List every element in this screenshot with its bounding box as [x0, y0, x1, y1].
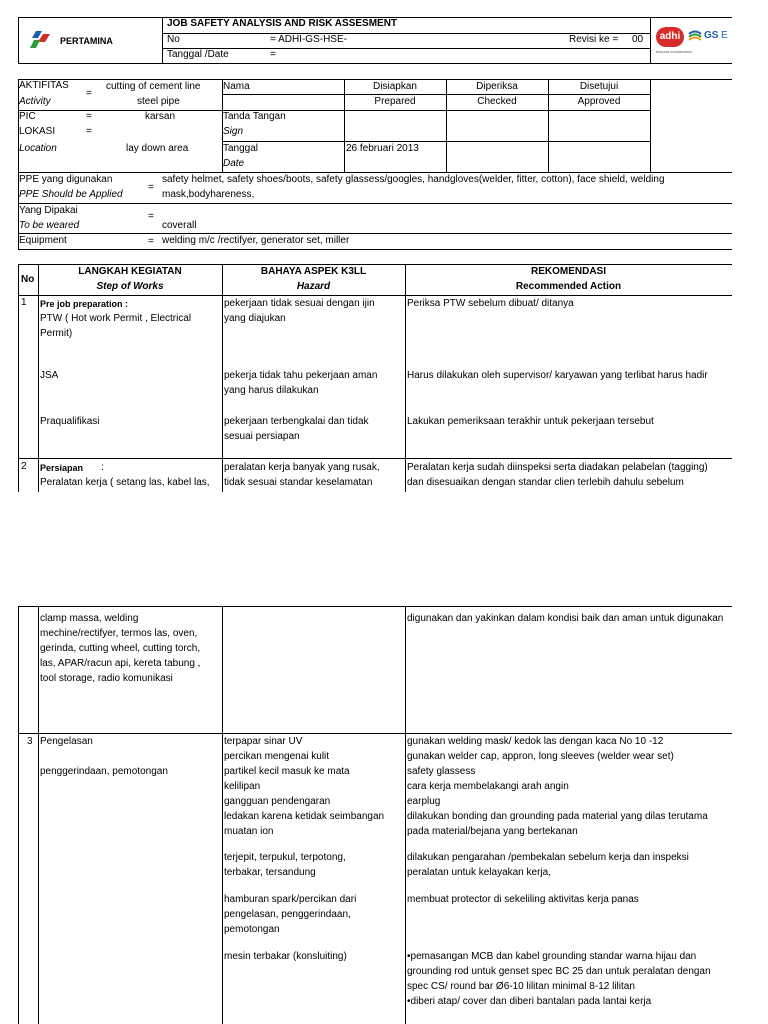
- recommendation-text: membuat protector di sekeliling aktivitas kerja panas: [407, 894, 639, 905]
- step-text: tool storage, radio komunikasi: [40, 673, 173, 684]
- row-number: 1: [21, 297, 27, 308]
- step-text: Permit): [40, 328, 73, 339]
- equipment-eq: =: [148, 236, 154, 247]
- ppe-label-en: PPE Should be Applied: [19, 189, 123, 200]
- hazard-text: mesin terbakar (konsluiting): [224, 951, 347, 962]
- date-row-label: Date: [223, 158, 245, 169]
- recommendation-text: dilakukan pengarahan /pembekalan sebelum kerja dan inspeksi: [407, 852, 689, 863]
- gs-logo-icon: [688, 30, 702, 42]
- hazard-text: tidak sesuai standar keselamatan: [224, 477, 373, 488]
- recommendation-text: Harus dilakukan oleh supervisor/ karyawan yang terlibat harus hadir: [407, 370, 708, 381]
- aktifitas-value-2: steel pipe: [137, 96, 180, 107]
- aktifitas-label: AKTIFITAS: [19, 80, 69, 91]
- sign-label: Sign: [223, 126, 244, 137]
- recommendation-text: safety glassess: [407, 766, 476, 777]
- hazard-text: sesuai persiapan: [224, 431, 300, 442]
- step-text: las, APAR/racun api, kereta tabung ,: [40, 658, 201, 669]
- recommendation-text: Periksa PTW sebelum dibuat/ ditanya: [407, 298, 574, 309]
- recommendation-text: cara kerja membelakangi arah angin: [407, 781, 569, 792]
- adhi-logo-text: adhi: [659, 31, 681, 42]
- dipakai-label-en: To be weared: [19, 220, 80, 231]
- ppe-label: PPE yang digunakan: [19, 174, 113, 185]
- dipakai-label: Yang Dipakai: [19, 205, 78, 216]
- hazard-text: yang diajukan: [224, 313, 286, 324]
- no-value: = ADHI-GS-HSE-: [270, 34, 347, 45]
- step-colon: :: [101, 462, 104, 473]
- recommendation-text: earplug: [407, 796, 441, 807]
- diperiksa-label: Diperiksa: [476, 81, 518, 92]
- hazard-text: terbakar, tersandung: [224, 867, 316, 878]
- hazard-text: yang harus dilakukan: [224, 385, 319, 396]
- hazard-text: gangguan pendengaran: [224, 796, 331, 807]
- hazard-text: partikel kecil masuk ke mata: [224, 766, 350, 777]
- lokasi-value: lay down area: [126, 143, 189, 154]
- no-label: No: [167, 34, 180, 45]
- col-rec-header: REKOMENDASI: [530, 266, 606, 277]
- nama-label: Nama: [223, 81, 250, 92]
- lokasi-eq: =: [86, 126, 92, 137]
- equipment-label: Equipment: [19, 235, 67, 246]
- disetujui-label: Disetujui: [579, 81, 619, 92]
- recommendation-text: gunakan welder cap, appron, long sleeves (welder wear set): [407, 751, 674, 762]
- recommendation-text: •pemasangan MCB dan kabel grounding standar warna hijau dan: [407, 951, 697, 962]
- col-hazard-header: BAHAYA ASPEK K3LL: [260, 266, 367, 277]
- approved-label: Approved: [577, 96, 621, 107]
- hazard-text: hamburan spark/percikan dari: [224, 894, 357, 905]
- recommendation-text: grounding rod untuk genset spec BC 25 dan untuk peralatan dengan: [407, 966, 711, 977]
- col-step-header-en: Step of Works: [96, 281, 164, 292]
- row-number: 3: [27, 736, 33, 747]
- col-no-header: No: [21, 274, 35, 285]
- col-step-header: LANGKAH KEGIATAN: [78, 266, 182, 277]
- recommendation-text: Peralatan kerja sudah diinspeksi serta diadakan pelabelan (tagging): [407, 462, 708, 473]
- gs-logo-suffix: E: [721, 30, 728, 41]
- recommendation-text: digunakan dan yakinkan dalam kondisi baik dan aman untuk digunakan: [407, 613, 724, 624]
- recommendation-text: peralatan untuk kelayakan kerja,: [407, 867, 551, 878]
- hazard-text: kelilipan: [224, 781, 261, 792]
- step-text: PTW ( Hot work Permit , Electrical: [40, 313, 192, 324]
- adhi-tagline: beyond construction: [656, 49, 692, 54]
- step-text: Pengelasan: [40, 736, 93, 747]
- ppe-value-1: safety helmet, safety shoes/boots, safety glassess/googles, handgloves(welder, fitter, cotton), face shield, welding: [162, 174, 665, 185]
- step-title: Persiapan: [40, 463, 84, 473]
- aktifitas-eq: =: [86, 88, 92, 99]
- pic-label: PIC: [19, 111, 36, 122]
- step-text: mechine/rectifyer, termos las, oven,: [40, 628, 198, 639]
- recommendation-text: gunakan welding mask/ kedok las dengan kaca No 10 -12: [407, 736, 664, 747]
- hazard-text: pemotongan: [224, 924, 280, 935]
- recommendation-text: dilakukan bonding dan grounding pada material yang dilas terutama: [407, 811, 708, 822]
- hazard-text: ledakan karena ketidak seimbangan: [224, 811, 385, 822]
- recommendation-text: •diberi atap/ cover dan diberi bantalan pada lantai kerja: [407, 996, 652, 1007]
- step-text: Peralatan kerja ( setang las, kabel las,: [40, 477, 210, 488]
- step-title: Pre job preparation :: [40, 299, 129, 309]
- hazard-text: pengelasan, penggerindaan,: [224, 909, 351, 920]
- recommendation-text: Lakukan pemeriksaan terakhir untuk pekerjaan tersebut: [407, 416, 654, 427]
- hazard-text: percikan mengenai kulit: [224, 751, 330, 762]
- hazard-text: muatan ion: [224, 826, 274, 837]
- revisi-value: 00: [632, 34, 644, 45]
- revisi-label: Revisi ke =: [569, 34, 619, 45]
- activity-label: Activity: [19, 96, 51, 107]
- recommendation-text: dan disesuaikan dengan standar clien terlebih dahulu sebelum: [407, 477, 684, 488]
- hazard-text: pekerjaan terbengkalai dan tidak: [224, 416, 369, 427]
- dipakai-value: coverall: [162, 220, 197, 231]
- company-name: PERTAMINA: [60, 36, 113, 46]
- adhi-logo: [656, 27, 684, 47]
- tanggal-value: =: [270, 49, 276, 60]
- pic-eq: =: [86, 111, 92, 122]
- pic-value: karsan: [145, 111, 176, 122]
- col-hazard-header-en: Hazard: [296, 281, 331, 292]
- ppe-eq: =: [148, 182, 154, 193]
- row-number: 2: [21, 461, 27, 472]
- aktifitas-value-1: cutting of cement line: [106, 81, 201, 92]
- col-rec-header-en: Recommended Action: [515, 281, 622, 292]
- tanggal-label: Tanggal /Date: [167, 49, 229, 60]
- recommendation-text: spec CS/ round bar Ø6-10 lilitan minimal 8-12 lilitan: [407, 981, 635, 992]
- step-text: clamp massa, welding: [40, 613, 139, 624]
- step-text: gerinda, cutting wheel, cutting torch,: [40, 643, 201, 654]
- step-text: penggerindaan, pemotongan: [40, 766, 168, 777]
- ppe-value-2: mask,bodyhareness,: [162, 189, 255, 200]
- lokasi-label: LOKASI: [19, 126, 56, 137]
- hazard-text: pekerjaan tidak sesuai dengan ijin: [224, 298, 375, 309]
- document-title: JOB SAFETY ANALYSIS AND RISK ASSESMENT: [167, 18, 398, 29]
- hazard-text: peralatan kerja banyak yang rusak,: [224, 462, 380, 473]
- gs-logo-text: GS: [704, 30, 719, 41]
- tanggal-row-label: Tanggal: [223, 143, 259, 154]
- hazard-text: terpapar sinar UV: [224, 736, 303, 747]
- hazard-text: terjepit, terpukul, terpotong,: [224, 852, 346, 863]
- location-label: Location: [19, 143, 57, 154]
- step-text: JSA: [40, 370, 59, 381]
- hazard-text: pekerja tidak tahu pekerjaan aman: [224, 370, 378, 381]
- dipakai-eq: =: [148, 211, 154, 222]
- step-text: Praqualifikasi: [40, 416, 100, 427]
- disiapkan-label: Disiapkan: [373, 81, 417, 92]
- date-value: 26 februari 2013: [346, 143, 419, 154]
- checked-label: Checked: [477, 96, 517, 107]
- prepared-label: Prepared: [374, 96, 416, 107]
- tanda-tangan-label: Tanda Tangan: [223, 111, 286, 122]
- equipment-value: welding m/c /rectifyer, generator set, miller: [162, 235, 350, 246]
- recommendation-text: pada material/bejana yang bertekanan: [407, 826, 578, 837]
- pertamina-logo: [30, 31, 54, 49]
